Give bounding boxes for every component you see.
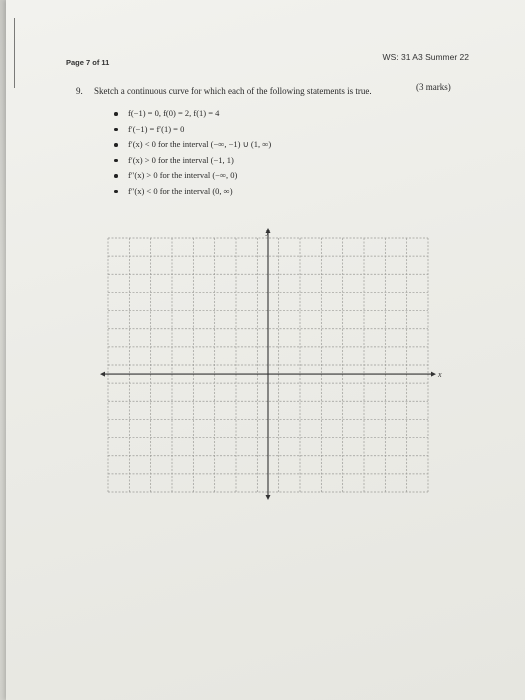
x-axis-arrow-left bbox=[100, 372, 105, 377]
x-axis-arrow-right bbox=[431, 372, 436, 377]
page-number: Page 7 of 11 bbox=[66, 58, 110, 67]
condition-item: f(−1) = 0, f(0) = 2, f(1) = 4 bbox=[114, 108, 271, 124]
condition-list bbox=[114, 108, 271, 201]
worksheet-page bbox=[6, 0, 525, 700]
y-axis-arrow-down bbox=[266, 495, 271, 500]
course-label: WS: 31 A3 Summer 22 bbox=[382, 52, 469, 62]
condition-item: f′(x) < 0 for the interval (−∞, −1) ∪ (1, ∞) bbox=[114, 139, 271, 155]
question-prompt: Sketch a continuous curve for which each of the following statements is true. bbox=[94, 86, 372, 96]
sketch-grid[interactable] bbox=[104, 226, 442, 506]
page-edge-line bbox=[14, 18, 15, 88]
question-number: 9. bbox=[76, 86, 83, 96]
question-marks: (3 marks) bbox=[416, 82, 451, 92]
condition-item: f′(−1) = f′(1) = 0 bbox=[114, 124, 271, 140]
condition-item: f″(x) < 0 for the interval (0, ∞) bbox=[114, 186, 271, 202]
y-axis-label: y bbox=[266, 227, 270, 236]
x-axis-label: x bbox=[438, 370, 442, 380]
condition-item: f′(x) > 0 for the interval (−1, 1) bbox=[114, 155, 271, 171]
condition-item: f″(x) > 0 for the interval (−∞, 0) bbox=[114, 170, 271, 186]
